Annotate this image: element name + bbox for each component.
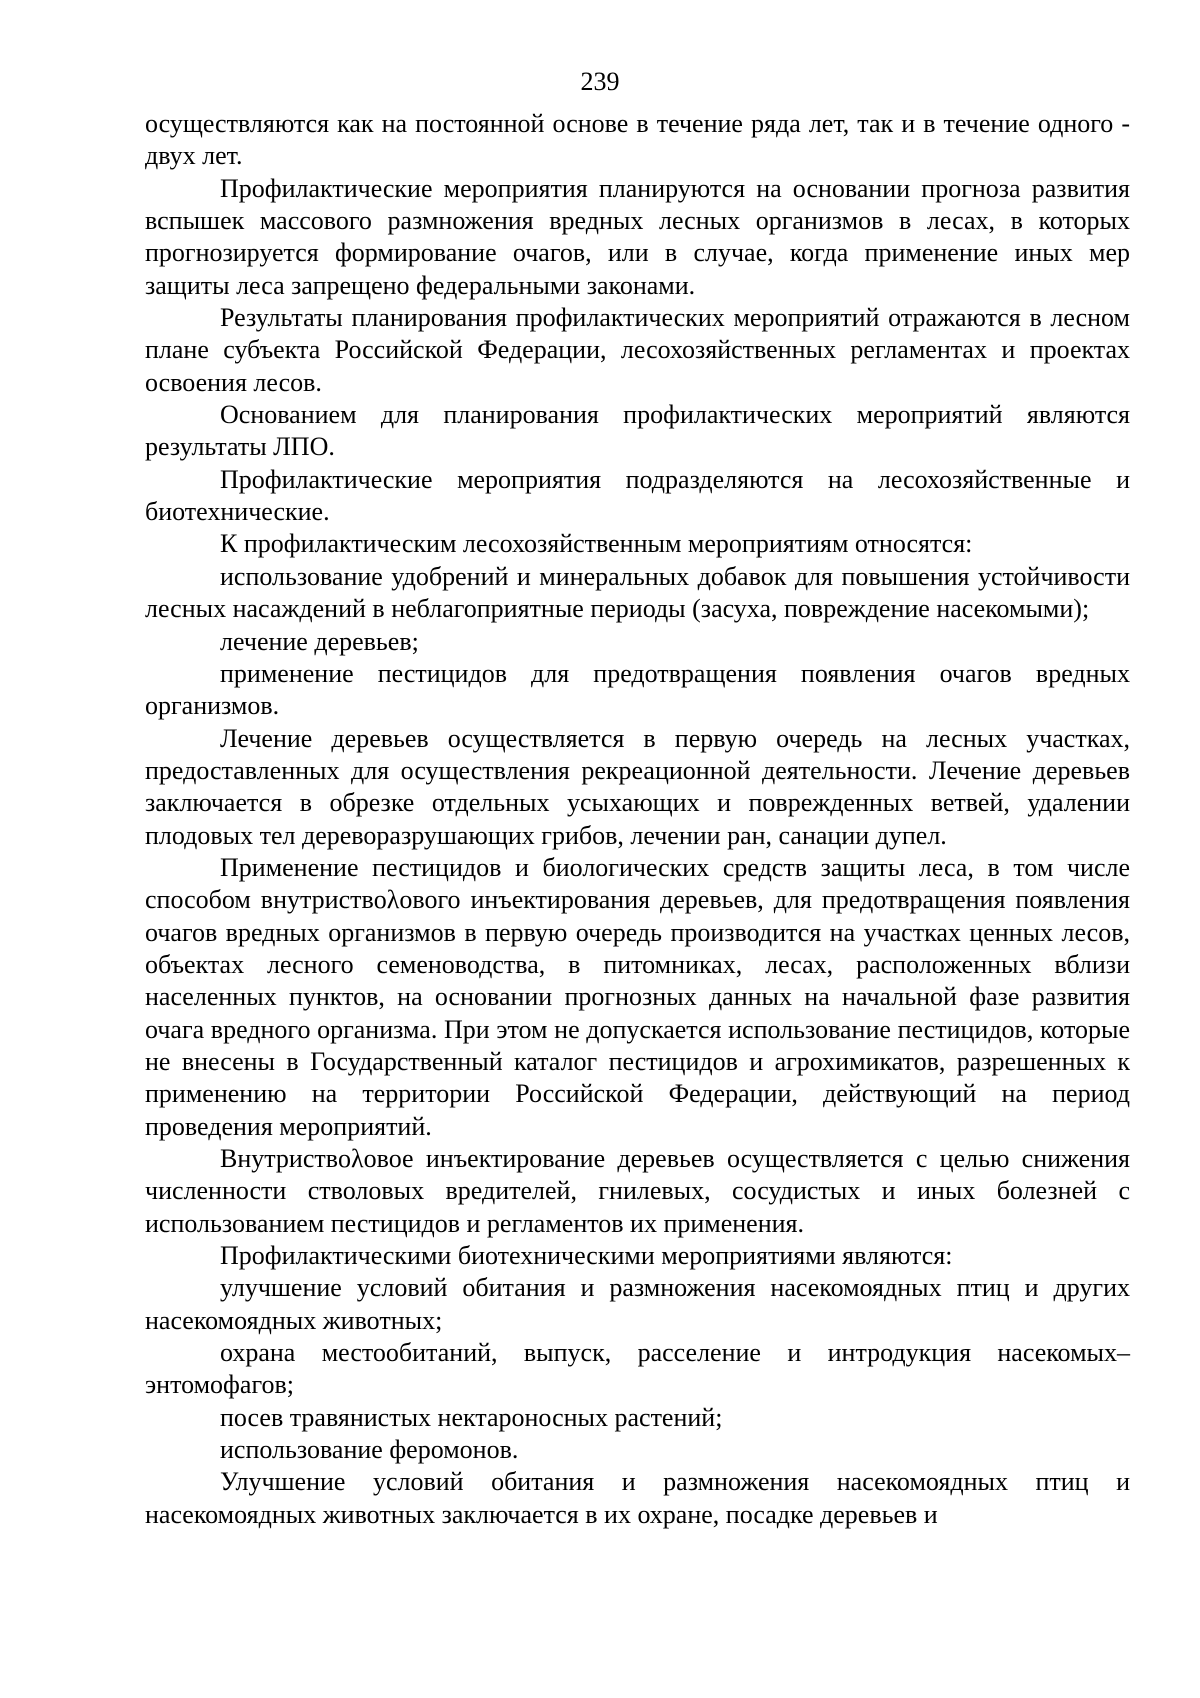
list-item: использование феромонов. [220, 1435, 519, 1465]
paragraph: Основанием для планирования профилактических мероприятий являются результаты ЛПО. [145, 400, 1130, 462]
paragraph: К профилактическим лесохозяйственным мероприятиям относятся: [220, 529, 973, 559]
document-body [145, 108, 1130, 1531]
paragraph: Внутриствολовое инъектирование деревьев осуществляется с целью снижения численности стволовых вредителей, гнилевых, сосудистых и иных болезней с использованием пестицидов и регламентов их применения. [145, 1144, 1130, 1238]
list-item: охрана местообитаний, выпуск, расселение и интродукция насекомых–энтомофагов; [145, 1338, 1130, 1400]
paragraph: Применение пестицидов и биологических средств защиты леса, в том числе способом внутриствολового инъектирования деревьев, для предотвращения появления очагов вредных организмов в первую очередь производится на участках ценных лесов, объектах лесного семеноводства, в питомниках, лесах, расположенных вблизи населенных пунктов, на основании прогнозных данных на начальной фазе развития очага вредного организма. При этом не допускается использование пестицидов, которые не внесены в Государственный каталог пестицидов и агрохимикатов, разрешенных к применению на территории Российской Федерации, действующий на период проведения мероприятий. [145, 852, 1130, 1141]
list-item: применение пестицидов для предотвращения появления очагов вредных организмов. [145, 658, 1130, 721]
paragraph: Лечение деревьев осуществляется в первую очередь на лесных участках, предоставленных для осуществления рекреационной деятельности. Лечение деревьев заключается в обрезке отдельных усыхающих и поврежденных ветвей, удалении плодовых тел дереворазрушающих грибов, лечении ран, санации дупел. [145, 723, 1130, 850]
paragraph: Профилактические мероприятия подразделяются на лесохозяйственные и биотехнические. [145, 464, 1130, 527]
page-number: 239 [580, 67, 620, 96]
paragraph: Результаты планирования профилактических мероприятий отражаются в лесном плане субъекта Российской Федерации, лесохозяйственных регламентах и проектах освоения лесов. [145, 303, 1130, 397]
paragraph: Профилактическими биотехническими мероприятиями являются: [220, 1241, 953, 1271]
list-item: посев травянистых нектароносных растений; [220, 1402, 723, 1432]
list-item: лечение деревьев; [220, 626, 419, 656]
list-item: улучшение условий обитания и размножения насекомоядных птиц и других насекомоядных животных; [145, 1273, 1130, 1335]
paragraph: Улучшение условий обитания и размножения насекомоядных птиц и насекомоядных животных заключается в их охране, посадке деревьев и [145, 1467, 1130, 1529]
list-item: использование удобрений и минеральных добавок для повышения устойчивости лесных насаждений в неблагоприятные периоды (засуха, повреждение насекомыми); [145, 561, 1130, 624]
paragraph-continuation: осуществляются как на постоянной основе в течение ряда лет, так и в течение одного - двух лет. [145, 109, 1130, 171]
paragraph: Профилактические мероприятия планируются на основании прогноза развития вспышек массового размножения вредных лесных организмов в лесах, в которых прогнозируется формирование очагов, или в случае, когда применение иных мер защиты леса запрещено федеральными законами. [145, 173, 1130, 300]
